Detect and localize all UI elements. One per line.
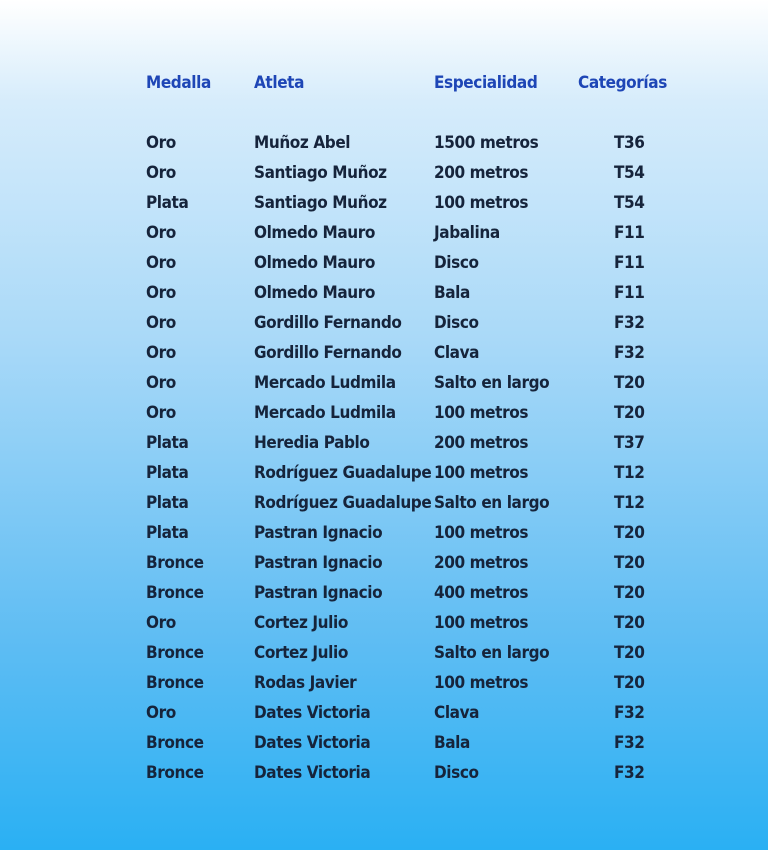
cell-medalla: Bronce bbox=[146, 733, 204, 753]
table-row bbox=[146, 638, 666, 668]
cell-medalla: Bronce bbox=[146, 763, 204, 783]
table-row bbox=[146, 188, 666, 218]
cell-categoria: T54 bbox=[614, 163, 645, 183]
table-row bbox=[146, 398, 666, 428]
cell-medalla: Oro bbox=[146, 613, 176, 633]
cell-medalla: Oro bbox=[146, 163, 176, 183]
cell-especialidad: 100 metros bbox=[434, 613, 529, 633]
cell-especialidad: 400 metros bbox=[434, 583, 529, 603]
cell-categoria: T36 bbox=[614, 133, 645, 153]
cell-atleta: Gordillo Fernando bbox=[254, 313, 402, 333]
cell-especialidad: Bala bbox=[434, 733, 470, 753]
cell-categoria: T20 bbox=[614, 643, 645, 663]
cell-categoria: T12 bbox=[614, 463, 645, 483]
table-row bbox=[146, 428, 666, 458]
cell-medalla: Bronce bbox=[146, 673, 204, 693]
cell-categoria: T12 bbox=[614, 493, 645, 513]
cell-atleta: Mercado Ludmila bbox=[254, 373, 396, 393]
cell-especialidad: Jabalina bbox=[434, 223, 500, 243]
medal-table bbox=[146, 68, 666, 788]
cell-atleta: Cortez Julio bbox=[254, 613, 348, 633]
header-medalla: Medalla bbox=[146, 73, 211, 93]
cell-medalla: Plata bbox=[146, 493, 189, 513]
cell-especialidad: 200 metros bbox=[434, 163, 529, 183]
cell-categoria: F32 bbox=[614, 763, 645, 783]
table-row bbox=[146, 668, 666, 698]
cell-atleta: Heredia Pablo bbox=[254, 433, 370, 453]
cell-categoria: F11 bbox=[614, 283, 645, 303]
cell-atleta: Olmedo Mauro bbox=[254, 253, 376, 273]
table-row bbox=[146, 218, 666, 248]
cell-categoria: F11 bbox=[614, 223, 645, 243]
cell-atleta: Rodríguez Guadalupe bbox=[254, 463, 432, 483]
cell-categoria: T20 bbox=[614, 613, 645, 633]
cell-especialidad: Salto en largo bbox=[434, 643, 550, 663]
table-row bbox=[146, 488, 666, 518]
table-row bbox=[146, 578, 666, 608]
cell-medalla: Bronce bbox=[146, 553, 204, 573]
table-body bbox=[146, 128, 666, 788]
table-row bbox=[146, 368, 666, 398]
cell-medalla: Oro bbox=[146, 283, 176, 303]
table-row bbox=[146, 728, 666, 758]
cell-categoria: F11 bbox=[614, 253, 645, 273]
cell-medalla: Bronce bbox=[146, 643, 204, 663]
cell-especialidad: 100 metros bbox=[434, 673, 529, 693]
header-especialidad: Especialidad bbox=[434, 73, 538, 93]
cell-especialidad: Salto en largo bbox=[434, 493, 550, 513]
cell-medalla: Plata bbox=[146, 523, 189, 543]
cell-medalla: Plata bbox=[146, 463, 189, 483]
cell-medalla: Oro bbox=[146, 253, 176, 273]
table-row bbox=[146, 308, 666, 338]
cell-categoria: T20 bbox=[614, 403, 645, 423]
table-row bbox=[146, 338, 666, 368]
cell-medalla: Oro bbox=[146, 703, 176, 723]
cell-atleta: Pastran Ignacio bbox=[254, 553, 383, 573]
cell-atleta: Pastran Ignacio bbox=[254, 583, 383, 603]
cell-categoria: F32 bbox=[614, 733, 645, 753]
cell-categoria: F32 bbox=[614, 343, 645, 363]
cell-categoria: T54 bbox=[614, 193, 645, 213]
cell-medalla: Oro bbox=[146, 373, 176, 393]
cell-especialidad: Disco bbox=[434, 763, 479, 783]
cell-categoria: T20 bbox=[614, 673, 645, 693]
cell-atleta: Olmedo Mauro bbox=[254, 223, 376, 243]
table-row bbox=[146, 128, 666, 158]
cell-medalla: Oro bbox=[146, 313, 176, 333]
table-row bbox=[146, 698, 666, 728]
cell-atleta: Gordillo Fernando bbox=[254, 343, 402, 363]
table-row bbox=[146, 158, 666, 188]
cell-especialidad: Clava bbox=[434, 703, 480, 723]
cell-atleta: Rodas Javier bbox=[254, 673, 357, 693]
header-atleta: Atleta bbox=[254, 73, 304, 93]
cell-especialidad: 1500 metros bbox=[434, 133, 539, 153]
table-row bbox=[146, 458, 666, 488]
cell-medalla: Oro bbox=[146, 223, 176, 243]
cell-especialidad: Disco bbox=[434, 253, 479, 273]
cell-atleta: Muñoz Abel bbox=[254, 133, 351, 153]
cell-medalla: Oro bbox=[146, 403, 176, 423]
cell-atleta: Dates Victoria bbox=[254, 703, 371, 723]
cell-atleta: Cortez Julio bbox=[254, 643, 348, 663]
cell-categoria: T20 bbox=[614, 373, 645, 393]
cell-medalla: Bronce bbox=[146, 583, 204, 603]
cell-atleta: Santiago Muñoz bbox=[254, 193, 387, 213]
cell-especialidad: 100 metros bbox=[434, 193, 529, 213]
cell-atleta: Pastran Ignacio bbox=[254, 523, 383, 543]
table-row bbox=[146, 548, 666, 578]
table-row bbox=[146, 608, 666, 638]
table-row bbox=[146, 248, 666, 278]
cell-especialidad: 200 metros bbox=[434, 433, 529, 453]
cell-atleta: Santiago Muñoz bbox=[254, 163, 387, 183]
cell-especialidad: Salto en largo bbox=[434, 373, 550, 393]
table-header bbox=[146, 68, 666, 98]
cell-atleta: Dates Victoria bbox=[254, 733, 371, 753]
cell-especialidad: Disco bbox=[434, 313, 479, 333]
cell-categoria: F32 bbox=[614, 703, 645, 723]
cell-medalla: Oro bbox=[146, 133, 176, 153]
table-row bbox=[146, 758, 666, 788]
header-categorias: Categorías bbox=[578, 73, 667, 93]
cell-especialidad: Clava bbox=[434, 343, 480, 363]
cell-especialidad: 100 metros bbox=[434, 463, 529, 483]
cell-atleta: Olmedo Mauro bbox=[254, 283, 376, 303]
cell-categoria: F32 bbox=[614, 313, 645, 333]
cell-especialidad: Bala bbox=[434, 283, 470, 303]
cell-atleta: Rodríguez Guadalupe bbox=[254, 493, 432, 513]
cell-categoria: T20 bbox=[614, 583, 645, 603]
cell-categoria: T20 bbox=[614, 523, 645, 543]
cell-categoria: T20 bbox=[614, 553, 645, 573]
cell-especialidad: 200 metros bbox=[434, 553, 529, 573]
cell-atleta: Mercado Ludmila bbox=[254, 403, 396, 423]
cell-medalla: Plata bbox=[146, 193, 189, 213]
cell-medalla: Oro bbox=[146, 343, 176, 363]
cell-categoria: T37 bbox=[614, 433, 645, 453]
table-row bbox=[146, 518, 666, 548]
cell-atleta: Dates Victoria bbox=[254, 763, 371, 783]
cell-especialidad: 100 metros bbox=[434, 403, 529, 423]
table-row bbox=[146, 278, 666, 308]
cell-medalla: Plata bbox=[146, 433, 189, 453]
cell-especialidad: 100 metros bbox=[434, 523, 529, 543]
